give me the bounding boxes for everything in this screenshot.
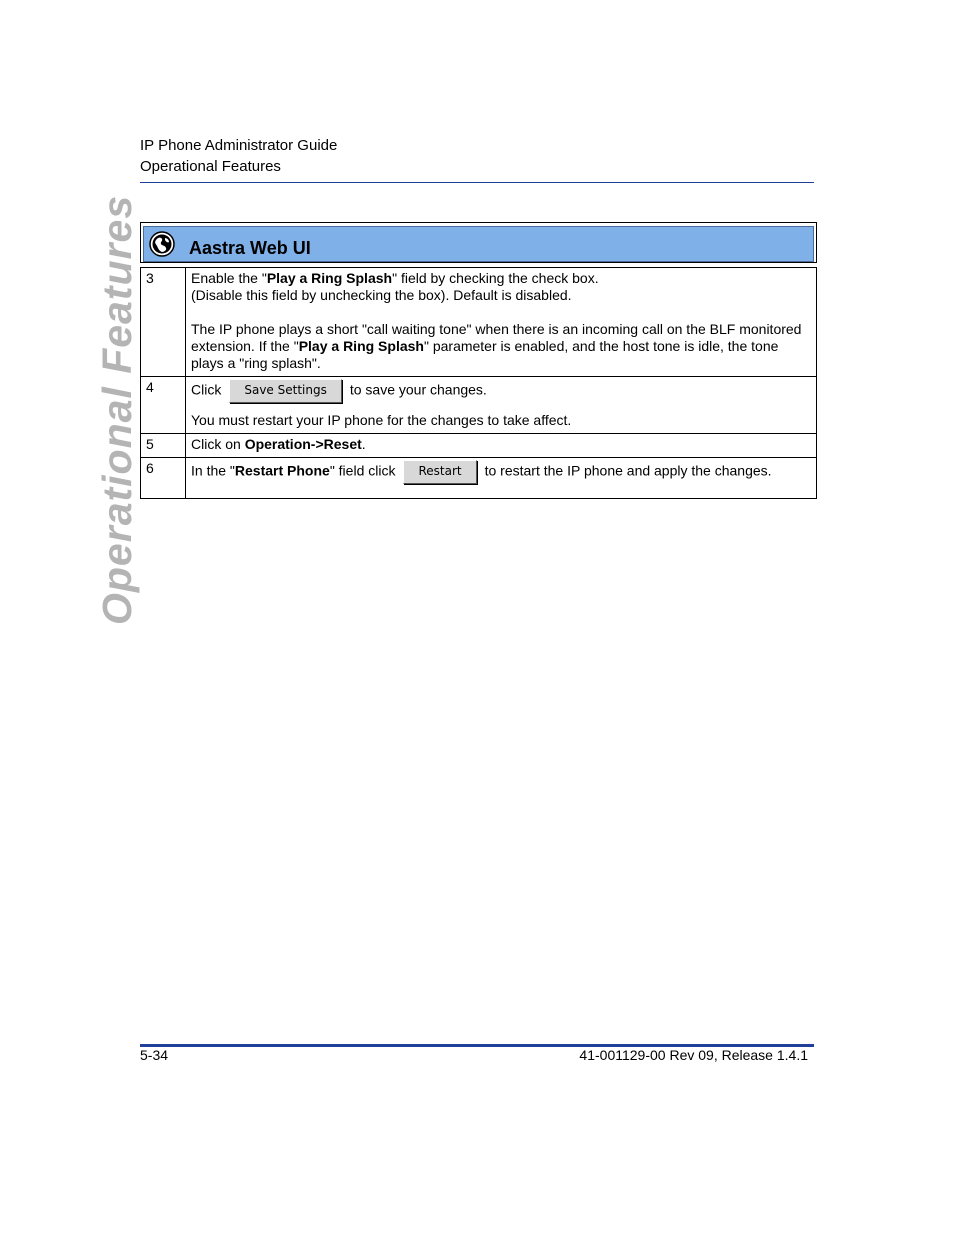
step-text (191, 460, 811, 484)
text-run: Enable the " (191, 270, 267, 286)
step-number: 4 (141, 377, 186, 434)
step-number: 6 (141, 458, 186, 499)
globe-icon (149, 231, 175, 257)
save-settings-button[interactable]: Save Settings (229, 379, 342, 403)
text-run: " parameter is enabled, and the host tone is idle, the tone plays a "ring splash". (191, 338, 779, 371)
table-row (141, 434, 817, 458)
banner-frame (140, 222, 817, 263)
text-run: Click (191, 381, 222, 398)
step-text (191, 436, 811, 453)
side-section-title: Operational Features (94, 194, 140, 625)
text-run: to save your changes. (349, 381, 487, 398)
table-row (141, 268, 817, 377)
table-row (141, 377, 817, 434)
field-name: Restart Phone (234, 462, 330, 479)
page-header (140, 135, 337, 177)
step-text (191, 321, 811, 372)
step-content (186, 434, 817, 458)
document-revision: 41-001129-00 Rev 09, Release 1.4.1 (579, 1047, 808, 1063)
header-divider (140, 182, 814, 183)
step-text (191, 379, 811, 406)
text-run: " field click (329, 462, 396, 479)
page-number: 5-34 (140, 1047, 169, 1063)
text-run: . (361, 436, 366, 452)
table-row (141, 458, 817, 499)
step-number: 5 (141, 434, 186, 458)
banner (143, 226, 814, 262)
section-title: Operational Features (140, 158, 281, 175)
step-text: You must restart your IP phone for the changes to take affect. (191, 412, 572, 428)
text-run: to restart the IP phone and apply the changes. (484, 462, 772, 479)
text-run: The IP phone plays a short "call waiting tone" when there is an incoming call on the BLF monitored extension. If the " (191, 321, 802, 354)
field-name: Play a Ring Splash (298, 338, 424, 354)
web-ui-procedure-box (140, 222, 817, 499)
menu-path: Operation->Reset (244, 436, 362, 452)
banner-title: Aastra Web UI (189, 237, 311, 258)
step-content (186, 268, 817, 377)
step-text (191, 270, 811, 287)
text-run: Click on (191, 436, 245, 452)
text-run: In the " (191, 462, 235, 479)
step-number: 3 (141, 268, 186, 377)
text-run: " field by checking the check box. (392, 270, 599, 286)
step-text: (Disable this field by unchecking the box). Default is disabled. (191, 287, 572, 303)
guide-title: IP Phone Administrator Guide (140, 137, 338, 154)
step-content (186, 458, 817, 499)
steps-table (140, 267, 817, 499)
restart-button[interactable]: Restart (403, 460, 476, 484)
step-content (186, 377, 817, 434)
field-name: Play a Ring Splash (266, 270, 393, 286)
